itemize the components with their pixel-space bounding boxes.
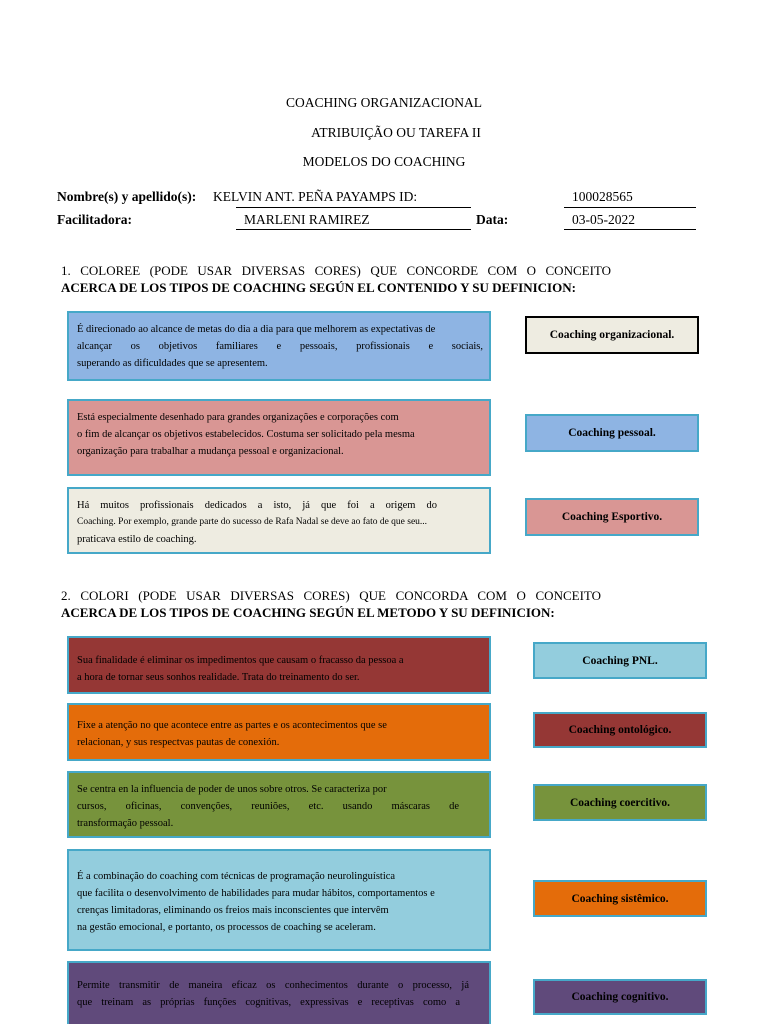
facilitator-value: MARLENI RAMIREZ (244, 212, 370, 227)
definition-box[interactable] (67, 771, 491, 838)
id-value: 100028565 (572, 189, 633, 204)
id-underline (564, 207, 696, 208)
definition-line: Está especialmente desenhado para grandes organizações e corporações com (77, 412, 399, 423)
coaching-type-pessoal[interactable]: Coaching pessoal. (525, 414, 699, 452)
definition-line: É a combinação do coaching com técnicas de programação neurolinguística (77, 871, 396, 882)
question-1-line2: ACERCA DE LOS TIPOS DE COACHING SEGÚN EL CONTENIDO Y SU DEFINICION: (61, 280, 576, 295)
definition-line: praticava estilo de coaching. (77, 534, 197, 545)
definition-box[interactable] (67, 311, 491, 381)
definition-box[interactable] (67, 849, 491, 951)
date-label: Data: (476, 212, 509, 227)
definition-line: na gestão emocional, e portanto, os processos de coaching se aceleram. (77, 922, 376, 933)
definition-box[interactable] (67, 961, 491, 1024)
coaching-type-organizacional[interactable]: Coaching organizacional. (525, 316, 699, 354)
definition-line: É direcionado ao alcance de metas do dia a dia para que melhorem as expectativas de (77, 324, 436, 335)
definition-line: alcançar os objetivos familiares e pessoais, profissionais e sociais, (77, 341, 483, 352)
coaching-type-pnl[interactable]: Coaching PNL. (533, 642, 707, 679)
question-2-line1: 2. COLORI (PODE USAR DIVERSAS CORES) QUE CONCORDA COM O CONCEITO (61, 588, 601, 603)
definition-line: cursos, oficinas, convenções, reuniões, etc. usando máscaras de (77, 801, 459, 812)
question-2 (61, 587, 601, 621)
definition-line: a hora de tornar seus sonhos realidade. Trata do treinamento do ser. (77, 672, 360, 683)
definition-line: Fixe a atenção no que acontece entre as partes e os acontecimentos que se (77, 720, 387, 731)
definition-line: crenças limitadoras, eliminando os freios mais inconscientes que intervêm (77, 905, 389, 916)
definition-line: que facilita o desenvolvimento de habilidades para mudar hábitos, comportamentos e (77, 888, 435, 899)
coaching-type-esportivo[interactable]: Coaching Esportivo. (525, 498, 699, 536)
definition-line: Se centra en la influencia de poder de unos sobre otros. Se caracteriza por (77, 784, 387, 795)
coaching-type-cognitivo[interactable]: Coaching cognitivo. (533, 979, 707, 1015)
definition-line: relacionan, y sus respectvas pautas de conexión. (77, 737, 280, 748)
name-value: KELVIN ANT. PEÑA PAYAMPS ID: (213, 189, 418, 204)
date-value: 03-05-2022 (572, 212, 635, 227)
date-underline (564, 229, 696, 230)
definition-line: que treinam as próprias funções cognitivas, expressivas e receptivas como a (77, 997, 460, 1008)
facilitator-label: Facilitadora: (57, 212, 132, 227)
definition-line: Sua finalidade é eliminar os impedimentos que causam o fracasso da pessoa a (77, 655, 404, 666)
coaching-type-sistemico[interactable]: Coaching sistêmico. (533, 880, 707, 917)
question-2-line2: ACERCA DE LOS TIPOS DE COACHING SEGÚN EL METODO Y SU DEFINICION: (61, 605, 555, 620)
definition-line: organização para trabalhar a mudança pessoal e organizacional. (77, 446, 344, 457)
doc-title: COACHING ORGANIZACIONAL (285, 95, 483, 110)
definition-line: transformação pessoal. (77, 818, 174, 829)
name-underline (236, 207, 471, 208)
assignment-title: ATRIBUIÇÃO OU TAREFA II (311, 125, 481, 140)
definition-box[interactable] (67, 636, 491, 694)
doc-subtitle: MODELOS DO COACHING (302, 154, 466, 169)
name-label: Nombre(s) y apellido(s): (57, 189, 197, 204)
question-1 (61, 262, 611, 296)
facilitator-underline (236, 229, 471, 230)
question-1-line1: 1. COLOREE (PODE USAR DIVERSAS CORES) QUE CONCORDE COM O CONCEITO (61, 263, 611, 278)
definition-line: Permite transmitir de maneira eficaz os conhecimentos durante o processo, já (77, 980, 469, 991)
coaching-type-ontologico[interactable]: Coaching ontológico. (533, 712, 707, 748)
definition-line: superando as dificuldades que se apresentem. (77, 358, 268, 369)
definition-box[interactable] (67, 703, 491, 761)
definition-line: Coaching. Por exemplo, grande parte do sucesso de Rafa Nadal se deve ao fato de que seu... (77, 517, 428, 527)
definition-line: o fim de alcançar os objetivos estabelecidos. Costuma ser solicitado pela mesma (77, 429, 415, 440)
definition-box[interactable] (67, 399, 491, 476)
definition-line: Há muitos profissionais dedicados a isto, já que foi a origem do (77, 500, 437, 511)
coaching-type-coercitivo[interactable]: Coaching coercitivo. (533, 784, 707, 821)
definition-box[interactable] (67, 487, 491, 554)
